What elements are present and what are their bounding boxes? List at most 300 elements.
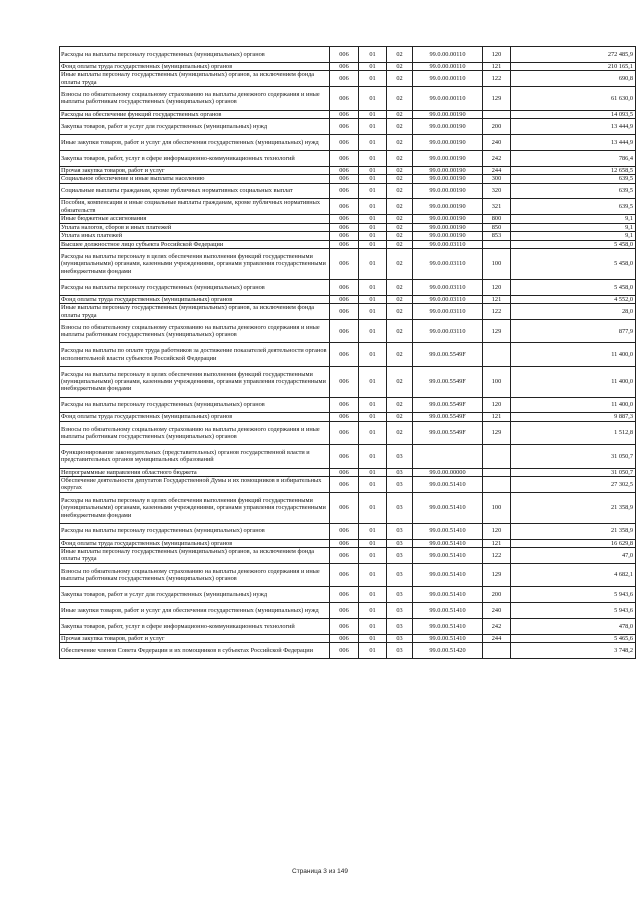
row-ved-code: 006	[330, 397, 359, 413]
table-row	[60, 71, 636, 87]
row-subsection-code: 03	[387, 468, 413, 476]
row-target-article-code: 99.0.00.03110	[413, 320, 483, 343]
row-section-code: 01	[359, 215, 387, 223]
row-ved-code: 006	[330, 539, 359, 547]
row-subsection-code: 02	[387, 232, 413, 240]
row-subsection-code: 03	[387, 619, 413, 635]
row-subsection-code: 02	[387, 71, 413, 87]
row-section-code: 01	[359, 62, 387, 70]
row-section-code: 01	[359, 295, 387, 303]
row-section-code: 01	[359, 619, 387, 635]
row-subsection-code: 02	[387, 175, 413, 183]
row-subsection-code: 03	[387, 563, 413, 586]
row-amount: 11 400,0	[511, 397, 636, 413]
budget-table	[59, 46, 636, 659]
row-name: Закупка товаров, работ и услуг для государственных (муниципальных) нужд	[60, 119, 330, 135]
row-amount: 5 943,6	[511, 603, 636, 619]
row-name: Расходы на выплаты персоналу государственных (муниципальных) органов	[60, 47, 330, 63]
row-ved-code: 006	[330, 71, 359, 87]
row-subsection-code: 02	[387, 421, 413, 444]
row-expense-type-code: 120	[483, 47, 511, 63]
row-expense-type-code	[483, 477, 511, 493]
table-row	[60, 468, 636, 476]
row-name: Обеспечение деятельности депутатов Государственной Думы и их помощников в избирательных округах	[60, 477, 330, 493]
row-expense-type-code: 200	[483, 119, 511, 135]
table-row	[60, 215, 636, 223]
row-name: Взносы по обязательному социальному страхованию на выплаты денежного содержания и иные выплаты работникам государственных (муниципальных) органов	[60, 563, 330, 586]
row-name: Иные выплаты персоналу государственных (муниципальных) органов, за исключением фонда оплаты труда	[60, 548, 330, 564]
row-target-article-code: 99.0.00.00110	[413, 62, 483, 70]
row-target-article-code: 99.0.00.5549F	[413, 421, 483, 444]
row-ved-code: 006	[330, 343, 359, 366]
row-name: Фонд оплаты труда государственных (муниципальных) органов	[60, 295, 330, 303]
row-subsection-code: 03	[387, 539, 413, 547]
row-ved-code: 006	[330, 279, 359, 295]
row-amount: 1 512,8	[511, 421, 636, 444]
row-ved-code: 006	[330, 232, 359, 240]
row-subsection-code: 03	[387, 587, 413, 603]
row-name: Высшее должностное лицо субъекта Российской Федерации	[60, 240, 330, 248]
row-amount: 4 682,1	[511, 563, 636, 586]
row-section-code: 01	[359, 343, 387, 366]
row-section-code: 01	[359, 87, 387, 110]
table-row	[60, 539, 636, 547]
row-subsection-code: 02	[387, 183, 413, 199]
row-subsection-code: 03	[387, 492, 413, 523]
row-expense-type-code: 244	[483, 166, 511, 174]
row-amount: 210 165,1	[511, 62, 636, 70]
row-amount: 11 400,0	[511, 343, 636, 366]
table-row	[60, 445, 636, 468]
row-amount: 5 943,6	[511, 587, 636, 603]
row-amount: 13 444,9	[511, 119, 636, 135]
row-target-article-code: 99.0.00.5549F	[413, 397, 483, 413]
row-subsection-code: 02	[387, 343, 413, 366]
row-ved-code: 006	[330, 563, 359, 586]
row-expense-type-code: 300	[483, 175, 511, 183]
table-row	[60, 240, 636, 248]
row-ved-code: 006	[330, 643, 359, 659]
row-target-article-code: 99.0.00.5549F	[413, 343, 483, 366]
table-row	[60, 166, 636, 174]
row-ved-code: 006	[330, 468, 359, 476]
row-section-code: 01	[359, 47, 387, 63]
row-target-article-code: 99.0.00.00190	[413, 166, 483, 174]
row-section-code: 01	[359, 119, 387, 135]
row-expense-type-code	[483, 343, 511, 366]
row-ved-code: 006	[330, 523, 359, 539]
table-row	[60, 249, 636, 280]
row-subsection-code: 03	[387, 634, 413, 642]
table-row	[60, 413, 636, 421]
row-name: Расходы на выплаты персоналу в целях обеспечения выполнения функций государственными (муниципальными) органами, казенными учреждениями, органами управления государственными внебюджетными фондами	[60, 492, 330, 523]
row-expense-type-code: 100	[483, 492, 511, 523]
row-section-code: 01	[359, 240, 387, 248]
row-name: Расходы на выплаты персоналу государственных (муниципальных) органов	[60, 397, 330, 413]
row-expense-type-code: 120	[483, 397, 511, 413]
table-row	[60, 563, 636, 586]
row-target-article-code: 99.0.00.51410	[413, 477, 483, 493]
row-target-article-code: 99.0.00.00190	[413, 134, 483, 150]
row-target-article-code: 99.0.00.03110	[413, 249, 483, 280]
row-amount: 28,0	[511, 304, 636, 320]
row-name: Расходы на выплаты персоналу в целях обеспечения выполнения функций государственными (муниципальными) органами, казенными учреждениями, органами управления государственными внебюджетными фондами	[60, 366, 330, 397]
row-target-article-code: 99.0.00.51410	[413, 548, 483, 564]
row-ved-code: 006	[330, 62, 359, 70]
row-amount: 4 552,0	[511, 295, 636, 303]
row-subsection-code: 03	[387, 603, 413, 619]
table-row	[60, 603, 636, 619]
table-row	[60, 587, 636, 603]
row-amount: 877,9	[511, 320, 636, 343]
row-expense-type-code: 242	[483, 150, 511, 166]
budget-table-container	[59, 46, 634, 659]
row-expense-type-code: 853	[483, 232, 511, 240]
row-name: Социальное обеспечение и иные выплаты населению	[60, 175, 330, 183]
row-amount: 5 458,0	[511, 240, 636, 248]
row-section-code: 01	[359, 366, 387, 397]
row-name: Закупка товаров, работ, услуг в сфере информационно-коммуникационных технологий	[60, 150, 330, 166]
row-target-article-code: 99.0.00.00190	[413, 183, 483, 199]
table-row	[60, 492, 636, 523]
row-name: Функционирование законодательных (представительных) органов государственной власти и представительных органов муниципальных образований	[60, 445, 330, 468]
row-expense-type-code: 121	[483, 62, 511, 70]
row-ved-code: 006	[330, 175, 359, 183]
row-target-article-code: 99.0.00.00000	[413, 468, 483, 476]
row-amount: 21 358,9	[511, 523, 636, 539]
row-target-article-code: 99.0.00.03110	[413, 295, 483, 303]
row-subsection-code: 02	[387, 295, 413, 303]
table-row	[60, 47, 636, 63]
row-amount: 5 465,6	[511, 634, 636, 642]
row-section-code: 01	[359, 548, 387, 564]
row-target-article-code: 99.0.00.00190	[413, 232, 483, 240]
row-name: Пособия, компенсации и иные социальные выплаты гражданам, кроме публичных нормативных обязательств	[60, 199, 330, 215]
table-row	[60, 523, 636, 539]
row-section-code: 01	[359, 183, 387, 199]
row-target-article-code: 99.0.00.51410	[413, 634, 483, 642]
row-amount: 12 658,5	[511, 166, 636, 174]
row-section-code: 01	[359, 539, 387, 547]
table-row	[60, 150, 636, 166]
row-ved-code: 006	[330, 492, 359, 523]
row-target-article-code	[413, 445, 483, 468]
row-ved-code: 006	[330, 87, 359, 110]
row-subsection-code: 02	[387, 215, 413, 223]
row-name: Расходы на выплаты персоналу государственных (муниципальных) органов	[60, 523, 330, 539]
row-name: Взносы по обязательному социальному страхованию на выплаты денежного содержания и иные выплаты работникам государственных (муниципальных) органов	[60, 320, 330, 343]
table-row	[60, 223, 636, 231]
row-ved-code: 006	[330, 320, 359, 343]
row-target-article-code: 99.0.00.51410	[413, 539, 483, 547]
row-name: Расходы на обеспечение функций государственных органов	[60, 110, 330, 118]
row-amount: 478,0	[511, 619, 636, 635]
row-name: Закупка товаров, работ, услуг в сфере информационно-коммуникационных технологий	[60, 619, 330, 635]
row-ved-code: 006	[330, 134, 359, 150]
row-expense-type-code: 129	[483, 87, 511, 110]
row-subsection-code: 03	[387, 523, 413, 539]
row-expense-type-code: 120	[483, 523, 511, 539]
row-amount: 11 400,0	[511, 366, 636, 397]
row-amount: 31 050,7	[511, 468, 636, 476]
row-amount: 47,0	[511, 548, 636, 564]
row-section-code: 01	[359, 397, 387, 413]
row-ved-code: 006	[330, 166, 359, 174]
row-amount: 9,1	[511, 232, 636, 240]
row-section-code: 01	[359, 445, 387, 468]
row-expense-type-code: 121	[483, 413, 511, 421]
row-expense-type-code: 122	[483, 548, 511, 564]
row-section-code: 01	[359, 587, 387, 603]
row-expense-type-code: 800	[483, 215, 511, 223]
row-subsection-code: 02	[387, 366, 413, 397]
row-expense-type-code: 240	[483, 603, 511, 619]
row-subsection-code: 02	[387, 47, 413, 63]
table-row	[60, 62, 636, 70]
row-target-article-code: 99.0.00.00190	[413, 199, 483, 215]
row-expense-type-code: 320	[483, 183, 511, 199]
row-name: Иные выплаты персоналу государственных (муниципальных) органов, за исключением фонда оплаты труда	[60, 71, 330, 87]
table-row	[60, 477, 636, 493]
row-expense-type-code: 240	[483, 134, 511, 150]
row-section-code: 01	[359, 643, 387, 659]
row-name: Иные бюджетные ассигнования	[60, 215, 330, 223]
row-subsection-code: 02	[387, 223, 413, 231]
row-expense-type-code: 122	[483, 304, 511, 320]
row-amount: 786,4	[511, 150, 636, 166]
row-ved-code: 006	[330, 587, 359, 603]
row-name: Прочая закупка товаров, работ и услуг	[60, 634, 330, 642]
row-target-article-code: 99.0.00.00190	[413, 150, 483, 166]
table-row	[60, 320, 636, 343]
row-target-article-code: 99.0.00.51410	[413, 603, 483, 619]
row-section-code: 01	[359, 477, 387, 493]
table-row	[60, 304, 636, 320]
row-target-article-code: 99.0.00.51410	[413, 563, 483, 586]
row-name: Фонд оплаты труда государственных (муниципальных) органов	[60, 413, 330, 421]
row-ved-code: 006	[330, 199, 359, 215]
row-expense-type-code: 100	[483, 249, 511, 280]
row-ved-code: 006	[330, 366, 359, 397]
row-expense-type-code: 121	[483, 295, 511, 303]
row-target-article-code: 99.0.00.00110	[413, 47, 483, 63]
row-section-code: 01	[359, 175, 387, 183]
row-amount: 639,5	[511, 183, 636, 199]
row-subsection-code: 02	[387, 87, 413, 110]
table-row	[60, 232, 636, 240]
row-target-article-code: 99.0.00.51410	[413, 587, 483, 603]
row-name: Расходы на выплаты персоналу в целях обеспечения выполнения функций государственными (муниципальными) органами, казенными учреждениями, органами управления государственными внебюджетными фондами	[60, 249, 330, 280]
row-amount: 14 093,5	[511, 110, 636, 118]
row-ved-code: 006	[330, 634, 359, 642]
row-ved-code: 006	[330, 413, 359, 421]
row-section-code: 01	[359, 523, 387, 539]
row-name: Непрограммные направления областного бюджета	[60, 468, 330, 476]
row-name: Уплата налогов, сборов и иных платежей	[60, 223, 330, 231]
row-section-code: 01	[359, 492, 387, 523]
table-row	[60, 183, 636, 199]
row-ved-code: 006	[330, 477, 359, 493]
row-subsection-code: 02	[387, 279, 413, 295]
row-subsection-code: 02	[387, 199, 413, 215]
row-section-code: 01	[359, 634, 387, 642]
row-section-code: 01	[359, 320, 387, 343]
row-expense-type-code: 120	[483, 279, 511, 295]
row-expense-type-code	[483, 240, 511, 248]
row-name: Иные закупки товаров, работ и услуг для обеспечения государственных (муниципальных) нужд	[60, 134, 330, 150]
row-section-code: 01	[359, 199, 387, 215]
row-section-code: 01	[359, 413, 387, 421]
table-row	[60, 295, 636, 303]
row-ved-code: 006	[330, 445, 359, 468]
row-section-code: 01	[359, 304, 387, 320]
row-name: Расходы на выплаты по оплате труда работников за достижение показателей деятельности органов исполнительной власти субъектов Российской Федерации	[60, 343, 330, 366]
row-subsection-code: 02	[387, 304, 413, 320]
row-target-article-code: 99.0.00.00190	[413, 215, 483, 223]
row-section-code: 01	[359, 110, 387, 118]
row-section-code: 01	[359, 232, 387, 240]
row-name: Расходы на выплаты персоналу государственных (муниципальных) органов	[60, 279, 330, 295]
row-subsection-code: 02	[387, 62, 413, 70]
row-section-code: 01	[359, 468, 387, 476]
row-target-article-code: 99.0.00.00190	[413, 223, 483, 231]
row-amount: 27 302,5	[511, 477, 636, 493]
row-name: Взносы по обязательному социальному страхованию на выплаты денежного содержания и иные выплаты работникам государственных (муниципальных) органов	[60, 87, 330, 110]
row-name: Фонд оплаты труда государственных (муниципальных) органов	[60, 62, 330, 70]
table-row	[60, 119, 636, 135]
table-row	[60, 634, 636, 642]
row-amount: 639,5	[511, 175, 636, 183]
row-ved-code: 006	[330, 295, 359, 303]
table-row	[60, 87, 636, 110]
row-name: Фонд оплаты труда государственных (муниципальных) органов	[60, 539, 330, 547]
row-subsection-code: 02	[387, 134, 413, 150]
row-target-article-code: 99.0.00.51410	[413, 523, 483, 539]
row-expense-type-code: 129	[483, 563, 511, 586]
row-expense-type-code: 121	[483, 539, 511, 547]
budget-table-body	[60, 47, 636, 659]
row-ved-code: 006	[330, 603, 359, 619]
row-ved-code: 006	[330, 223, 359, 231]
page-footer: Страница 3 из 149	[292, 868, 348, 875]
row-section-code: 01	[359, 421, 387, 444]
row-subsection-code: 02	[387, 320, 413, 343]
row-ved-code: 006	[330, 548, 359, 564]
row-amount: 5 458,0	[511, 279, 636, 295]
row-subsection-code: 03	[387, 477, 413, 493]
table-row	[60, 279, 636, 295]
table-row	[60, 343, 636, 366]
row-name: Обеспечение членов Совета Федерации и их помощников в субъектах Российской Федерации	[60, 643, 330, 659]
row-expense-type-code: 129	[483, 421, 511, 444]
row-name: Уплата иных платежей	[60, 232, 330, 240]
table-row	[60, 548, 636, 564]
row-ved-code: 006	[330, 619, 359, 635]
row-target-article-code: 99.0.00.51410	[413, 492, 483, 523]
row-subsection-code: 02	[387, 240, 413, 248]
row-expense-type-code	[483, 643, 511, 659]
row-amount: 639,5	[511, 199, 636, 215]
table-row	[60, 619, 636, 635]
table-row	[60, 397, 636, 413]
row-ved-code: 006	[330, 119, 359, 135]
row-target-article-code: 99.0.00.5549F	[413, 366, 483, 397]
row-ved-code: 006	[330, 47, 359, 63]
table-row	[60, 175, 636, 183]
row-section-code: 01	[359, 134, 387, 150]
row-section-code: 01	[359, 249, 387, 280]
row-ved-code: 006	[330, 249, 359, 280]
row-expense-type-code: 242	[483, 619, 511, 635]
row-section-code: 01	[359, 71, 387, 87]
row-target-article-code: 99.0.00.5549F	[413, 413, 483, 421]
row-name: Взносы по обязательному социальному страхованию на выплаты денежного содержания и иные выплаты работникам государственных (муниципальных) органов	[60, 421, 330, 444]
row-subsection-code: 02	[387, 397, 413, 413]
row-expense-type-code	[483, 445, 511, 468]
row-expense-type-code: 850	[483, 223, 511, 231]
row-target-article-code: 99.0.00.00190	[413, 175, 483, 183]
row-subsection-code: 02	[387, 119, 413, 135]
row-subsection-code: 02	[387, 249, 413, 280]
row-name: Иные выплаты персоналу государственных (муниципальных) органов, за исключением фонда оплаты труда	[60, 304, 330, 320]
row-amount: 31 050,7	[511, 445, 636, 468]
row-target-article-code: 99.0.00.00190	[413, 110, 483, 118]
row-target-article-code: 99.0.00.00110	[413, 71, 483, 87]
row-expense-type-code: 129	[483, 320, 511, 343]
row-expense-type-code	[483, 110, 511, 118]
row-expense-type-code: 122	[483, 71, 511, 87]
row-name: Иные закупки товаров, работ и услуг для обеспечения государственных (муниципальных) нужд	[60, 603, 330, 619]
table-row	[60, 199, 636, 215]
row-ved-code: 006	[330, 240, 359, 248]
row-amount: 9,1	[511, 215, 636, 223]
row-ved-code: 006	[330, 304, 359, 320]
row-amount: 21 358,9	[511, 492, 636, 523]
row-amount: 16 629,8	[511, 539, 636, 547]
row-name: Закупка товаров, работ и услуг для государственных (муниципальных) нужд	[60, 587, 330, 603]
table-row	[60, 134, 636, 150]
row-amount: 9 887,3	[511, 413, 636, 421]
row-target-article-code: 99.0.00.00110	[413, 87, 483, 110]
table-row	[60, 366, 636, 397]
row-target-article-code: 99.0.00.00190	[413, 119, 483, 135]
row-name: Прочая закупка товаров, работ и услуг	[60, 166, 330, 174]
table-row	[60, 110, 636, 118]
row-expense-type-code: 321	[483, 199, 511, 215]
row-target-article-code: 99.0.00.03110	[413, 279, 483, 295]
row-amount: 61 630,0	[511, 87, 636, 110]
row-amount: 3 748,2	[511, 643, 636, 659]
row-subsection-code: 03	[387, 548, 413, 564]
row-expense-type-code: 244	[483, 634, 511, 642]
row-ved-code: 006	[330, 150, 359, 166]
table-row	[60, 421, 636, 444]
row-target-article-code: 99.0.00.03110	[413, 240, 483, 248]
row-target-article-code: 99.0.00.51420	[413, 643, 483, 659]
row-section-code: 01	[359, 603, 387, 619]
row-ved-code: 006	[330, 421, 359, 444]
row-amount: 9,1	[511, 223, 636, 231]
row-section-code: 01	[359, 166, 387, 174]
row-section-code: 01	[359, 279, 387, 295]
row-amount: 13 444,9	[511, 134, 636, 150]
row-expense-type-code: 200	[483, 587, 511, 603]
row-subsection-code: 03	[387, 445, 413, 468]
table-row	[60, 643, 636, 659]
row-amount: 5 458,0	[511, 249, 636, 280]
row-ved-code: 006	[330, 183, 359, 199]
row-expense-type-code	[483, 468, 511, 476]
